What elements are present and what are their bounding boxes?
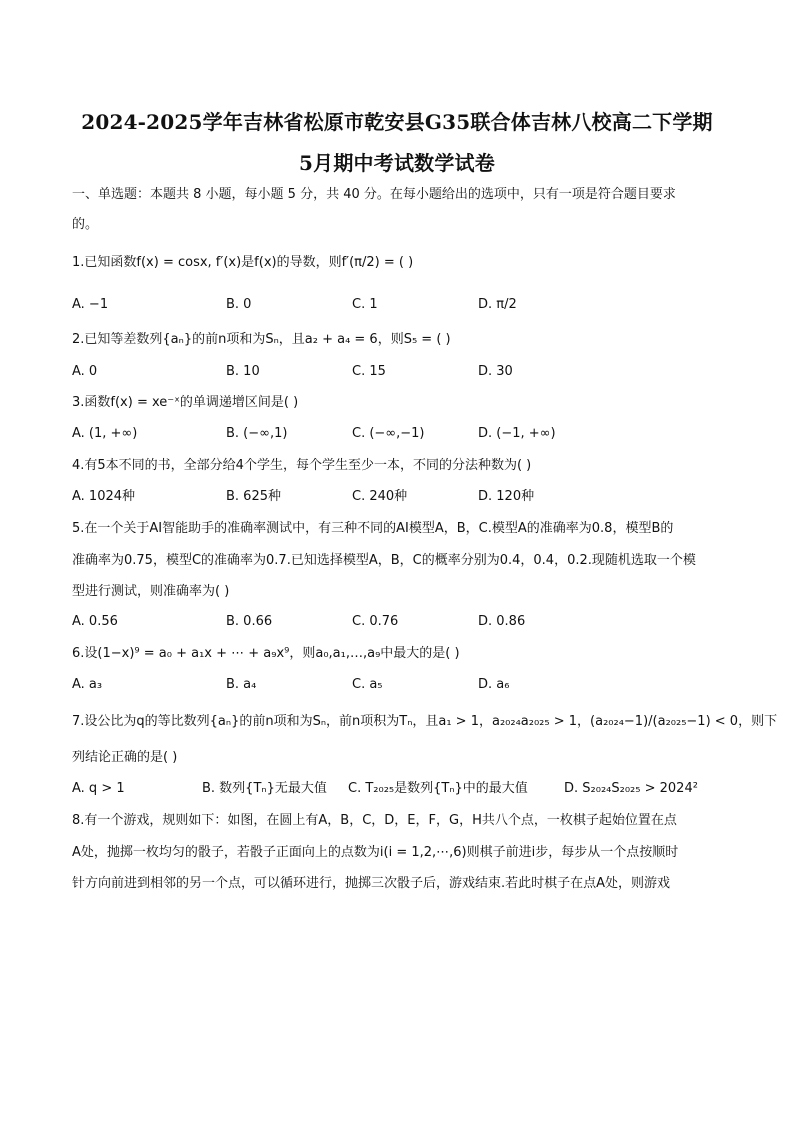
option-a: A. −1 — [72, 297, 109, 312]
option-b: B. 625种 — [226, 489, 281, 504]
option-b: B. (−∞,1) — [226, 426, 288, 441]
option-d: D. S₂₀₂₄S₂₀₂₅ > 2024² — [564, 781, 698, 796]
question-1: 1.已知函数f(x) = cosx, f′(x)是f(x)的导数，则f′(π/2) = ( ) — [72, 255, 414, 270]
option-a: A. 0.56 — [72, 614, 118, 629]
option-a: A. 0 — [72, 364, 98, 379]
option-d: D. 30 — [478, 364, 513, 379]
exam-title-line1: 2024-2025学年吉林省松原市乾安县G35联合体吉林八校高二下学期 — [81, 110, 713, 134]
option-b: B. a₄ — [226, 677, 257, 692]
option-c: C. T₂₀₂₅是数列{Tₙ}中的最大值 — [348, 781, 528, 796]
option-a: A. 1024种 — [72, 489, 136, 504]
question-8-line2: A处，抛掷一枚均匀的骰子，若骰子正面向上的点数为i(i = 1,2,⋯,6)则棋子前进i步，每步从一个点按顺时 — [72, 845, 679, 860]
option-d: D. a₆ — [478, 677, 510, 692]
question-5-line3: 型进行测试，则准确率为( ) — [72, 584, 230, 599]
option-b: B. 10 — [226, 364, 260, 379]
question-3: 3.函数f(x) = xe⁻ˣ的单调递增区间是( ) — [72, 395, 299, 410]
question-4: 4.有5本不同的书，全部分给4个学生，每个学生至少一本，不同的分法种数为( ) — [72, 458, 532, 473]
option-d: D. 120种 — [478, 489, 535, 504]
question-7-line1: 7.设公比为q的等比数列{aₙ}的前n项和为Sₙ，前n项积为Tₙ，且a₁ > 1，a₂₀₂₄a₂₀₂₅ > 1，(a₂₀₂₄−1)/(a₂₀₂₅−1) < 0，则下 — [72, 714, 778, 729]
option-c: C. 0.76 — [352, 614, 399, 629]
section-heading-line1: 一、单选题：本题共 8 小题，每小题 5 分，共 40 分。在每小题给出的选项中，只有一项是符合题目要求 — [72, 187, 676, 202]
question-8-line1: 8.有一个游戏，规则如下：如图，在圆上有A，B，C，D，E，F，G，H共八个点，一枚棋子起始位置在点 — [72, 813, 677, 828]
option-c: C. 240种 — [352, 489, 408, 504]
option-d: D. π/2 — [478, 297, 517, 312]
question-5-line2: 准确率为0.75，模型C的准确率为0.7.已知选择模型A，B，C的概率分别为0.4，0.4，0.2.现随机选取一个模 — [72, 553, 696, 568]
option-c: C. (−∞,−1) — [352, 426, 425, 441]
option-c: C. 1 — [352, 297, 378, 312]
option-c: C. 15 — [352, 364, 386, 379]
question-5-line1: 5.在一个关于AI智能助手的准确率测试中，有三种不同的AI模型A，B，C.模型A的准确率为0.8，模型B的 — [72, 521, 674, 536]
section-heading-line2: 的。 — [72, 217, 99, 232]
option-b: B. 0.66 — [226, 614, 273, 629]
option-a: A. a₃ — [72, 677, 103, 692]
question-2: 2.已知等差数列{aₙ}的前n项和为Sₙ，且a₂ + a₄ = 6，则S₅ = ( ) — [72, 332, 451, 347]
question-7-line2: 列结论正确的是( ) — [72, 750, 178, 765]
option-d: D. (−1, +∞) — [478, 426, 556, 441]
option-a: A. (1, +∞) — [72, 426, 138, 441]
exam-title-line2: 5月期中考试数学试卷 — [299, 151, 495, 175]
option-b: B. 数列{Tₙ}无最大值 — [202, 781, 327, 796]
option-a: A. q > 1 — [72, 781, 125, 796]
option-b: B. 0 — [226, 297, 252, 312]
option-d: D. 0.86 — [478, 614, 526, 629]
question-8-line3: 针方向前进到相邻的另一个点，可以循环进行，抛掷三次骰子后，游戏结束.若此时棋子在点A处，则游戏 — [72, 876, 671, 891]
question-6: 6.设(1−x)⁹ = a₀ + a₁x + ⋯ + a₉x⁹，则a₀,a₁,…,a₉中最大的是( ) — [72, 646, 460, 661]
option-c: C. a₅ — [352, 677, 383, 692]
